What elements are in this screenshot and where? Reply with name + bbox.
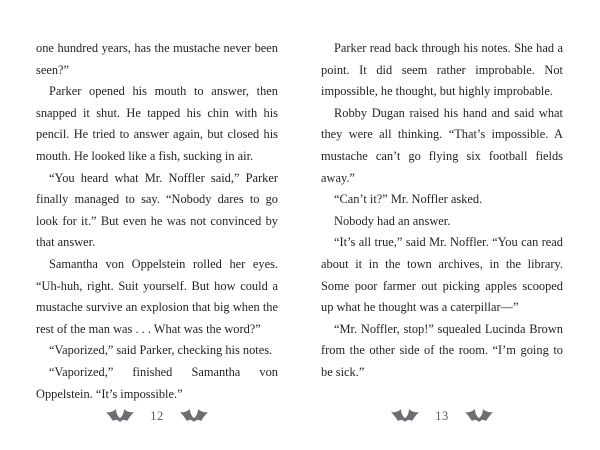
bat-left-icon: [105, 409, 135, 423]
left-page-footer: [36, 404, 278, 428]
left-paragraph-2: Parker opened his mouth to answer, then snapped it shut. He tapped his chin with his pencil. He tried to answer again, but closed his mouth. He looked like a fish, sucking in air.: [36, 84, 278, 163]
right-page: [321, 38, 563, 438]
right-paragraph-3: “Can’t it?” Mr. Noffler asked.: [334, 192, 483, 207]
left-paragraph-4: Samantha von Oppelstein rolled her eyes. “Uh-huh, right. Suit yourself. But how could a mustache survive an explosion that big when the rest of the man was . . . What was the word?”: [36, 256, 278, 336]
right-paragraph-1: Parker read back through his notes. She had a point. It did seem rather improbable. Not impossible, he thought, but highly improbable.: [321, 41, 563, 99]
page-number-left: 12: [150, 408, 164, 423]
left-page: [36, 38, 278, 438]
left-paragraph-5: “Vaporized,” said Parker, checking his notes.: [49, 343, 273, 358]
bat-right-icon: [179, 409, 209, 423]
page-number-right: 13: [435, 408, 449, 423]
right-paragraph-5: “It’s all true,” said Mr. Noffler. “You can read about it in the town archives, in the library. Some poor farmer out picking apples scooped up what he thought was a caterpillar—”: [321, 235, 563, 315]
right-paragraph-4: Nobody had an answer.: [334, 213, 451, 228]
left-paragraph-1: one hundred years, has the mustache never been seen?”: [36, 41, 278, 77]
bat-right-icon: [464, 409, 494, 423]
right-paragraph-6: “Mr. Noffler, stop!” squealed Lucinda Brown from the other side of the room. “I’m going to be sick.”: [321, 321, 563, 379]
right-page-footer: [321, 404, 563, 428]
left-paragraph-6: “Vaporized,” finished Samantha von Oppelstein. “It’s impossible.”: [36, 364, 278, 401]
right-paragraph-2: Robby Dugan raised his hand and said what they were all thinking. “That’s impossible. A mustache can’t go flying six football fields away.”: [321, 105, 563, 185]
bat-left-icon: [390, 409, 420, 423]
left-paragraph-3: “You heard what Mr. Noffler said,” Parker finally managed to say. “Nobody dares to go look for it.” But even he was not convinced by that answer.: [36, 170, 278, 250]
